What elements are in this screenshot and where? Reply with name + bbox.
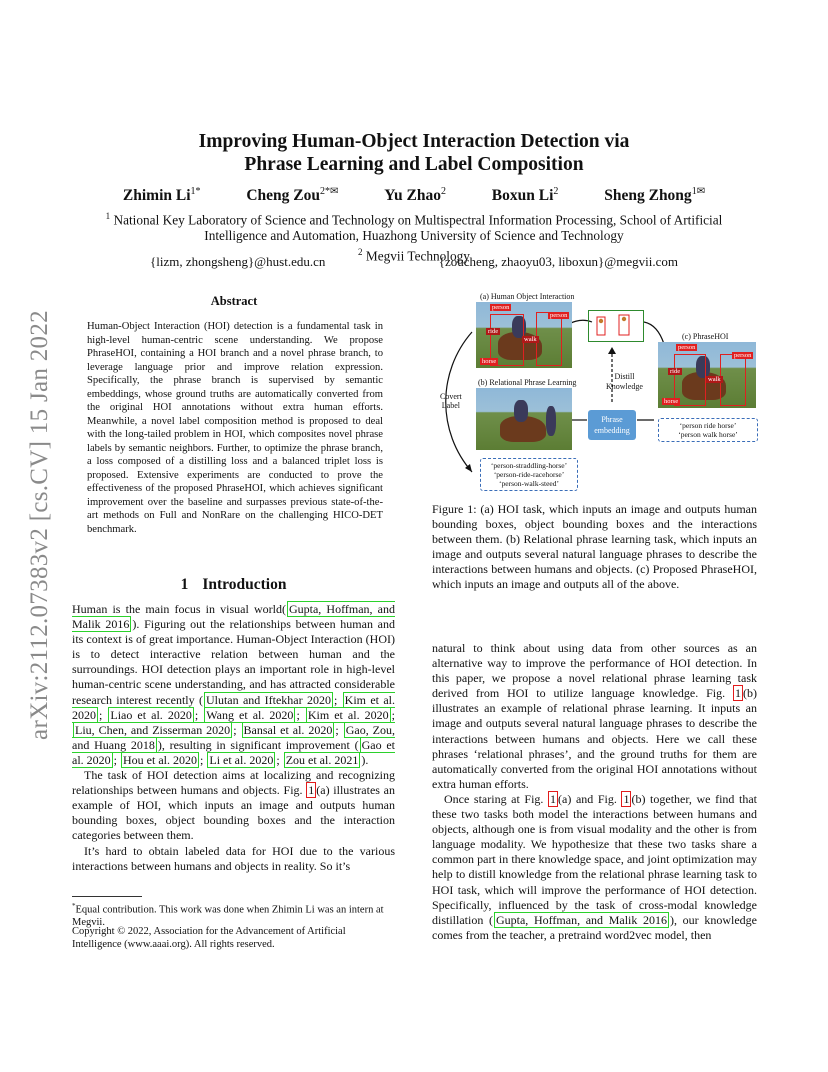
person-bbox [536,312,562,366]
email-line [150,254,678,270]
section-heading-introduction [72,576,395,594]
footnote-mark: * [72,902,76,910]
phrase-item: ‘person-straddling-horse’ [490,461,568,470]
author-name: Yu Zhao [384,187,441,205]
citation-link[interactable]: Liu, Chen, and Zisserman 2020 [75,722,231,737]
citation-link[interactable]: Ulutan and Iftekhar 2020 [205,692,331,707]
author [604,186,705,205]
text-run: natural to think about using data from other sources as an alternative way to improve the performance of HOI detection. In this paper, we propose a novel relational phrase learning task derived from HOI to utilize language knowledge. Fig. [432,641,757,701]
section-number: 1 [180,576,189,593]
citation-link[interactable]: Hou et al. 2020 [123,752,198,767]
fig-label-b: (b) Relational Phrase Learning [478,378,577,387]
text-run: ), resulting in significant improvement ( [157,737,359,752]
right-paragraph-1 [432,641,757,792]
author-name: Boxun Li [491,187,554,205]
phrase-item: ‘person-ride-racehorse’ [493,470,565,479]
figure-1 [432,292,762,490]
citation-link[interactable]: Kim et al. 2020 [307,707,389,722]
author [384,186,446,205]
text-run: (a) and Fig. [558,791,622,806]
person-bbox [720,354,746,406]
fig-covert-label: Covert Label [440,392,462,410]
author-sup: 2*✉ [320,186,339,197]
affiliation-sup: 1 [105,211,111,221]
author-name: Sheng Zhong [604,187,692,205]
phrase-item: ‘person walk horse’ [678,430,738,439]
figure-ref-link[interactable]: 1 [735,686,741,701]
mini-person [622,317,626,321]
tag-horse: horse [482,358,497,365]
tag-person: person [734,352,752,359]
text-run: ). Figuring out the relationships between human and its context is of great importance. Human-Object Interaction (HOI) is to detect interactive relation between human and the surroundings. HOI detection plays an important role in high-level human-centric scene understanding, and has attracted considerable research interest recently ( [72,617,395,707]
email-megvii: {zoucheng, zhaoyu03, liboxun}@megvii.com [438,254,678,269]
citation-link[interactable]: Bansal et al. 2020 [243,722,333,737]
tag-walk: walk [708,376,721,383]
phrase-item: ‘person ride horse’ [679,421,737,430]
text-run: ), our knowledge comes from the teacher, a pretraind word2vec model, then [432,912,757,942]
arxiv-identifier-text: arXiv:2112.07383v2 [cs.CV] 15 Jan 2022 [26,310,53,740]
text-run: The task of HOI detection aims at localizing and recognizing relationships between humans and objects. Fig. [72,768,395,798]
arxiv-identifier [20,290,60,760]
phrase-item: ‘person-walk-steed’ [499,479,559,488]
paper-title [120,130,708,176]
abstract-heading: Abstract [210,294,258,308]
citation-link[interactable]: Gupta, Hoffman, and Malik 2016 [72,602,395,632]
hoi-icon-glyphs [589,311,643,341]
affiliation-sup: 2 [358,247,363,258]
photo-phrasehoi [658,342,756,408]
affiliation-text: National Key Laboratory of Science and Technology on Multispectral Information Processing, School of Artificial [113,212,723,228]
text-run: Human is the main focus in visual world( [72,602,286,616]
copyright-notice: Copyright © 2022, Association for the Advancement of Artificial Intelligence (www.aaai.org). All rights reserved. [72,926,346,950]
tag-ride: ride [670,368,681,375]
email-hust: {lizm, zhongsheng}@hust.edu.cn [150,254,326,269]
intro-body [72,602,395,874]
author [246,186,338,205]
citation-link[interactable]: Liao et al. 2020 [110,707,192,722]
tag-person: person [492,304,510,311]
text-run: (b) illustrates an example of relational phrase learning. It inputs an image and outputs several natural language phrases to describe the interactions between humans and objects. Here we call these phrases ‘relational phrases’, and the ground truths for them are automatically converted from the original HOI annotations without extra human efforts. [432,686,757,791]
embed-label: Phrase embedding [594,415,630,435]
section-title: Introduction [202,576,287,593]
intro-paragraph-1: Human is the main focus in visual world( Gupta, Hoffman, and Malik 2016 ). Figuring out the relationships between human and its context is of great importance. Human-Object Interaction (HOI) is to detect interactive relation between human and the surroundings. HOI detection plays an important role in high-level human-centric scene understanding, and has attracted considerable research interest recently ( Ulutan and Iftekhar 2020 ; Kim et al. 2020 ; Liao et al. 2020 ; Wang et al. 2020 ; Kim et al. 2020 ; Liu, Chen, and Zisserman 2020 ; Bansal et al. 2020 ; Gao, Zou, and Huang 2018 ), resulting in significant improvement ( Gao et al. 2020 ; Hou et al. 2020 ; Li et al. 2020 ; Zou et al. 2021 ). [72,602,396,767]
author-sup: 1* [190,186,201,197]
citation-link[interactable]: Gupta, Hoffman, and Malik 2016 [495,912,668,927]
title-line-1: Improving Human-Object Interaction Detection via [198,131,630,152]
author-name: Cheng Zou [246,187,321,205]
photo-phrase [476,388,572,450]
citation-link[interactable]: Gao, Zou, and Huang 2018 [72,722,395,752]
tag-person: person [550,312,568,319]
author-sup: 2 [440,186,446,197]
fig-label-c: (c) PhraseHOI [682,332,729,341]
rider-shape [546,406,556,436]
figure-ref-link[interactable]: 1 [308,783,315,798]
footnote-rule [72,896,142,897]
tag-person: person [678,344,696,351]
phrase-list-c [658,418,758,442]
figure-ref-link[interactable]: 1 [550,791,557,806]
hoi-branch-icons [588,310,644,342]
affiliation-1-cont: Intelligence and Automation, Huazhong University of Science and Technology [204,228,624,244]
intro-paragraph-2 [72,768,395,843]
phrase-embedding-box [588,410,636,440]
text-run: (a) illustrates an example of HOI, which inputs an image and outputs human bounding boxes, object bounding boxes and the interaction categories between them. [72,783,395,843]
author-name: Zhimin Li [122,187,191,205]
fig-distill-label: Distill Knowledge [606,372,643,391]
citation-link[interactable]: Kim et al. 2020 [72,692,395,722]
right-paragraph-2 [432,792,757,943]
author-sup: 2 [553,186,559,197]
text-run: Once staring at Fig. [444,791,549,806]
author-list [100,186,728,205]
arrow-from-hoi [644,322,664,344]
right-column-body [432,641,757,943]
text-run: (b) together, we find that these two tasks both model the interactions between humans and objects, although one is from visual modality and the other is from language modality. We hypothesize that these two tasks share a common part in there knowledge space, and joint optimization may help to distill knowledge from the relational phrase learning task to HOI task, which will improve the performance of HOI detection. Specifically, influenced by the task of cross-modal knowledge distillation ( [432,791,757,927]
affiliation-1 [90,208,738,228]
author [123,186,201,205]
abstract-body: Human-Object Interaction (HOI) detection is a fundamental task in high-level human-centric scene understanding. We propose PhraseHOI, containing a HOI branch and a novel phrase branch, to leverage language prior and improve relation expression. Specifically, the phrase branch is supervised by semantic embeddings, whose ground truths are automatically converted from the original HOI annotations without extra human efforts. Meanwhile, a novel label composition method is proposed to deal with the long-tailed problem in HOI, which composites novel phrase labels by semantic neighbors. Further, to optimize the phrase branch, a loss composed of a distilling loss and a balanced triplet loss is proposed. Extensive experiments are conducted to prove the effectiveness of the proposed PhraseHOI, which achieves significant improvement over the baseline and surpasses previous state-of-the-art methods on Full and NonRare on the challenging HICO-DET benchmark. [87,321,383,535]
tag-horse: horse [664,398,679,405]
phrase-list-b [480,458,578,491]
arrowhead [608,347,616,354]
affiliation-text: Megvii Technology [365,248,470,264]
citation-link[interactable]: Zou et al. 2021 [285,752,359,767]
figure-1-caption: Figure 1: (a) HOI task, which inputs an image and outputs human bounding boxes, object bounding boxes and the interactions between them. (b) Relational phrase learning task, which inputs an image and outputs several natural language phrases to describe the interactions between humans and objects. (c) Proposed PhraseHOI, which inputs an image and outputs all of the above. [432,502,757,592]
title-line-2: Phrase Learning and Label Composition [244,154,584,175]
figure-ref-link[interactable]: 1 [623,791,630,806]
citation-link[interactable]: Wang et al. 2020 [206,707,294,722]
author [492,186,559,205]
intro-paragraph-3: It’s hard to obtain labeled data for HOI due to the various interactions between humans and objects in reality. So it’s [72,843,395,873]
tag-ride: ride [488,328,499,335]
tag-walk: walk [524,336,537,343]
rider-shape [514,400,528,422]
footnote-text: Equal contribution. This work was done when Zhimin Li was an intern at Megvii. [72,904,384,929]
mini-person [599,319,603,323]
author-sup: 1✉ [691,186,706,197]
fig-label-a: (a) Human Object Interaction [480,292,575,301]
text-run: ). [361,752,369,767]
citation-link[interactable]: Gao et al. 2020 [72,737,396,767]
photo-hoi [476,302,572,368]
citation-link[interactable]: Li et al. 2020 [209,752,274,767]
